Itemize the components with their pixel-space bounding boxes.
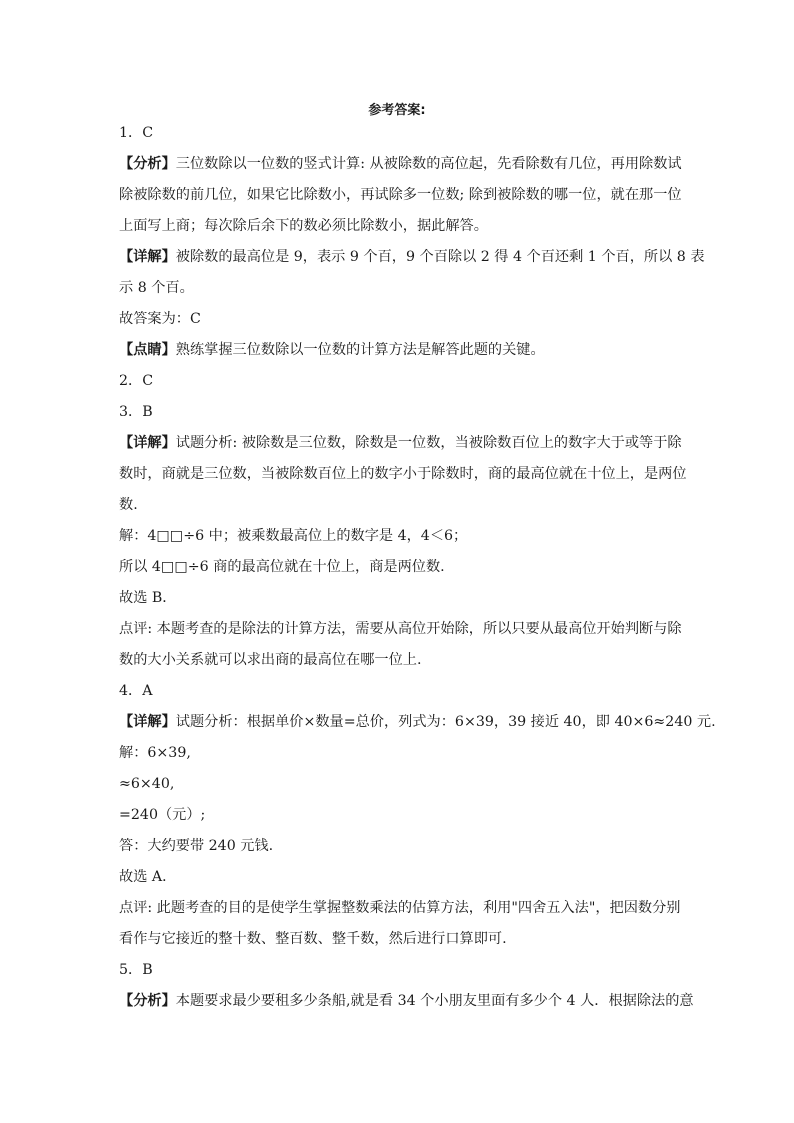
answer-line [119,490,679,521]
line-text: 上面写上商；每次除后余下的数必须比除数小，据此解答。 [119,218,488,234]
answer-line [119,552,679,583]
answer-line [119,397,679,428]
line-text: 看作与它接近的整十数、整百数、整千数，然后进行口算即可. [119,931,507,947]
answer-line [119,242,705,273]
answer-line [119,924,679,955]
line-text: 示 8 个百。 [119,280,194,296]
line-text: 所以 4□□÷6 商的最高位就在十位上，商是两位数. [119,559,445,575]
line-text: 解：6×39, [119,745,191,761]
line-text: 除被除数的前几位，如果它比除数小，再试除多一位数; 除到被除数的哪一位，就在那一位 [119,187,682,203]
answer-line [119,707,716,738]
line-text: 点评: 本题考查的是除法的计算方法，需要从高位开始除，所以只要从最高位开始判断与除 [119,621,682,637]
answer-line [119,521,679,552]
answer-line [119,862,679,893]
line-text: 试题分析: 被除数是三位数，除数是一位数，当被除数百位上的数字大于或等于除 [175,435,682,451]
answer-line [119,211,679,242]
line-text: ≈6×40, [119,776,175,792]
answer-line [119,893,679,924]
answer-line [119,800,679,831]
line-text: 点评: 此题考查的目的是使学生掌握整数乘法的估算方法，利用"四舍五入法"，把因数分别 [119,900,681,916]
answer-line [119,831,679,862]
section-tag: 【点睛】 [119,342,176,358]
line-text: 数. [119,497,138,513]
answer-line [119,149,682,180]
answer-line [119,738,679,769]
line-text: 熟练掌握三位数除以一位数的计算方法是解答此题的关键。 [175,342,545,358]
line-text: 3．B [119,404,153,420]
page-title: 参考答案: [368,103,426,118]
line-text: 故选 B． [119,590,177,606]
answer-line [119,180,682,211]
line-text: 答：大约要带 240 元钱. [119,838,274,854]
line-text: 三位数除以一位数的竖式计算: 从被除数的高位起，先看除数有几位，再用除数试 [175,156,682,172]
answer-line [119,676,679,707]
answer-line [119,769,679,800]
line-text: 解：4□□÷6 中；被乘数最高位上的数字是 4，4＜6； [119,528,468,544]
answer-line [119,273,679,304]
answer-line [119,304,679,335]
line-text: 1．C [119,125,154,141]
line-text: 数时，商就是三位数，当被除数百位上的数字小于除数时，商的最高位就在十位上，是两位 [119,466,687,482]
line-text: 本题要求最少要租多少条船,就是看 34 个小朋友里面有多少个 4 人．根据除法的意 [175,993,694,1009]
line-text: 故选 A． [119,869,177,885]
section-tag: 【详解】 [119,714,176,730]
answer-line [119,614,682,645]
answer-line [119,645,679,676]
line-text: 4．A [119,683,153,699]
answer-line [119,366,679,397]
answer-line [119,459,687,490]
line-text: 2．C [119,373,154,389]
answer-line [119,335,679,366]
answer-line [119,955,679,986]
answer-line [119,118,679,149]
line-text: =240（元）; [119,807,206,823]
line-text: 数的大小关系就可以求出商的最高位在哪一位上. [119,652,422,668]
section-tag: 【分析】 [119,993,176,1009]
line-text: 故答案为：C [119,311,201,327]
section-tag: 【详解】 [119,249,176,265]
line-text: 被除数的最高位是 9，表示 9 个百，9 个百除以 2 得 4 个百还剩 1 个百，所以 8 表 [175,249,705,265]
answer-line [119,986,694,1017]
answer-line [119,428,682,459]
section-tag: 【详解】 [119,435,176,451]
section-tag: 【分析】 [119,156,176,172]
line-text: 5．B [119,962,153,978]
answer-line [119,583,679,614]
line-text: 试题分析：根据单价×数量=总价，列式为：6×39，39 接近 40，即 40×6≈240 元. [175,714,716,730]
answer-content [119,118,716,1017]
